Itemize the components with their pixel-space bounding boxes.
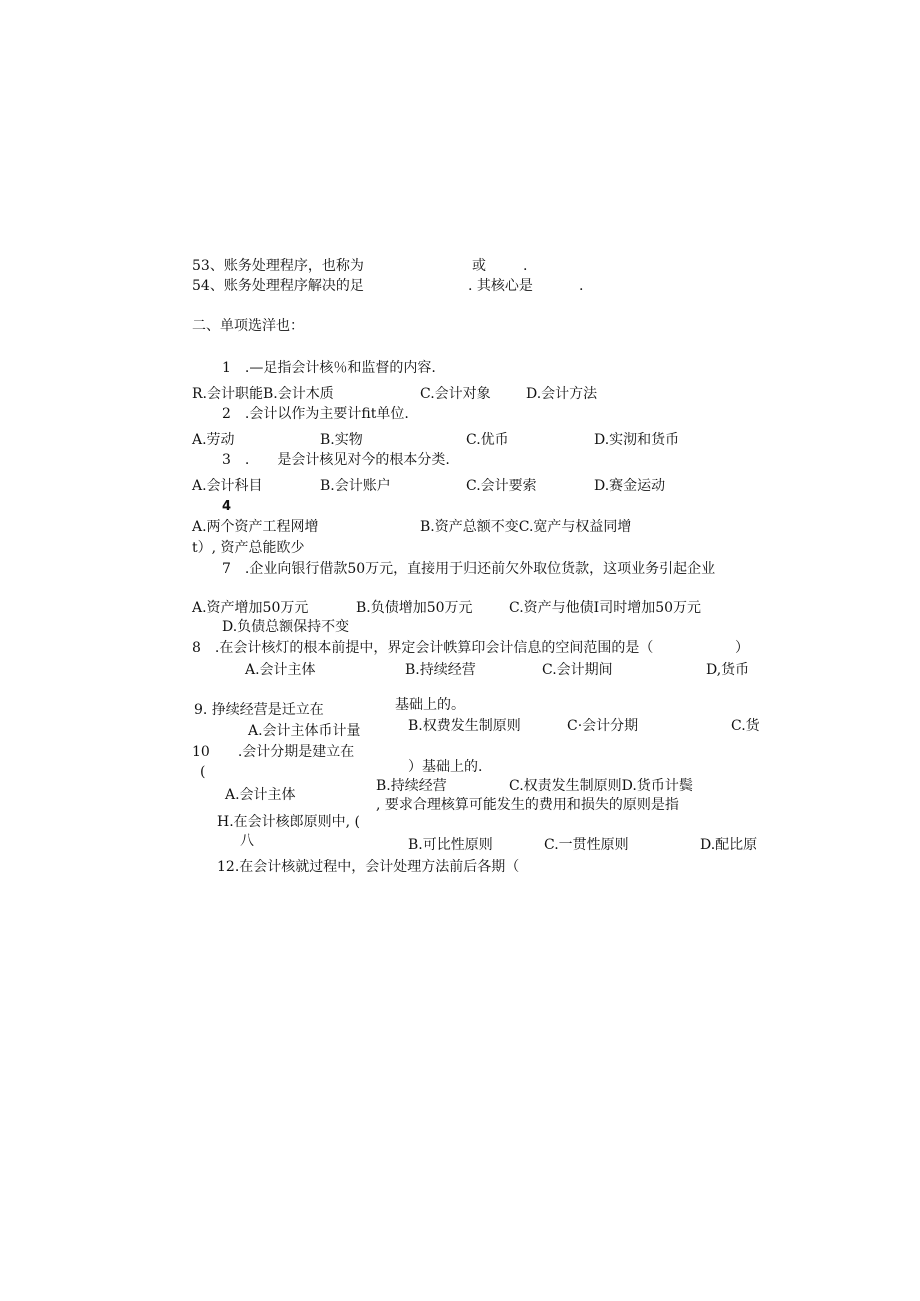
- question-53: 53、账务处理程序，也称为: [192, 258, 364, 274]
- question-1-option-c: C.会计对象: [420, 386, 491, 402]
- question-2-option-b: B.实物: [320, 432, 363, 448]
- question-3-option-d: D.赛金运动: [594, 478, 666, 494]
- question-7-option-c: C.资产与他债I司时增加50万元: [509, 600, 702, 616]
- question-2: 2 .会计以作为主要计fit单位.: [222, 406, 409, 422]
- question-3-option-b: B.会计账户: [320, 478, 391, 494]
- question-4-options-bc: B.资产总额不变C.宽产与权益同增: [420, 519, 632, 535]
- question-8: 8 .在会计核灯的根本前提中，界定会计帙算印会计信息的空间范围的是（: [192, 640, 654, 656]
- question-2-option-d: D.实沏和货币: [594, 432, 680, 448]
- question-8-option-d: D,货币: [706, 662, 750, 678]
- question-54: 54、账务处理程序解决的足: [192, 278, 364, 294]
- question-1-options-ab: R.会计职能B.会计木质: [192, 386, 334, 402]
- question-7-option-d: D.负债总额保持不变: [222, 619, 350, 635]
- question-9-option-a: A.会计主体币计量: [248, 723, 361, 739]
- question-10-mid: ）基础上的.: [408, 759, 483, 775]
- question-10: 10 .会计分期是建立在: [192, 744, 355, 760]
- question-9-option-d: C.货: [731, 718, 760, 734]
- question-3-option-a: A.会计科目: [192, 478, 263, 494]
- question-54-mid: . 其核心是: [468, 278, 533, 294]
- question-9-mid: 基础上的。: [395, 697, 465, 713]
- question-11: H.在会计核郎原则中, (: [217, 814, 361, 830]
- question-8-option-b: B.持续经营: [405, 662, 476, 678]
- question-7: 7 .企业向银行借款50万元，直接用于归还前欠外取位货款，这项业务引起企业: [222, 561, 716, 577]
- question-8-option-c: C.会计期间: [542, 662, 613, 678]
- question-10-open-paren: (: [200, 764, 206, 780]
- question-10-option-b: B.持续经营: [376, 778, 447, 794]
- question-7-option-a: A.资产增加50万元: [192, 600, 309, 616]
- question-11-option-c: C.一贯性原则: [544, 837, 629, 853]
- question-12: 12.在会计核就过程中，会计处理方法前后各期（: [217, 859, 520, 875]
- question-1: 1 .—足指会计核％和监督的内容.: [222, 360, 436, 376]
- question-53-or: 或: [472, 258, 486, 274]
- question-10-options-cd: C.权责发生制原则D.货币计鬓: [509, 778, 693, 794]
- question-7-option-b: B.负债增加50万元: [356, 600, 473, 616]
- question-1-option-d: D.会计方法: [526, 386, 598, 402]
- question-10-option-a: A.会计主体: [225, 787, 296, 803]
- question-3: 3 . 是会计核见对今的根本分类.: [222, 452, 450, 468]
- question-8-option-a: A.会计主体: [245, 662, 316, 678]
- question-8-close-paren: ）: [735, 640, 749, 656]
- question-3-option-c: C.会计要索: [466, 478, 537, 494]
- question-4: 4: [222, 499, 232, 514]
- question-54-end: .: [579, 278, 584, 294]
- question-4-option-d: t）, 资产总能欧少: [192, 540, 305, 556]
- question-9: 9. 挣续经营是迁立在: [194, 702, 324, 718]
- question-9-option-b: B.权费发生制原则: [408, 718, 521, 734]
- question-2-option-a: A.劳动: [192, 432, 235, 448]
- section-heading: 二、单项选洋也：: [192, 318, 304, 334]
- question-11-option-d: D.配比原: [700, 837, 758, 853]
- question-11-option-a: 八: [240, 833, 254, 849]
- question-2-option-c: C.优币: [466, 432, 509, 448]
- question-4-option-a: A.两个资产工程网增: [192, 519, 319, 535]
- question-53-end: .: [523, 258, 528, 274]
- question-11-option-b: B.可比性原则: [408, 837, 493, 853]
- question-11-tail: , 要求合理核算可能发生的费用和损失的原则是指: [376, 797, 679, 813]
- question-9-option-c: C·会计分期: [567, 718, 639, 734]
